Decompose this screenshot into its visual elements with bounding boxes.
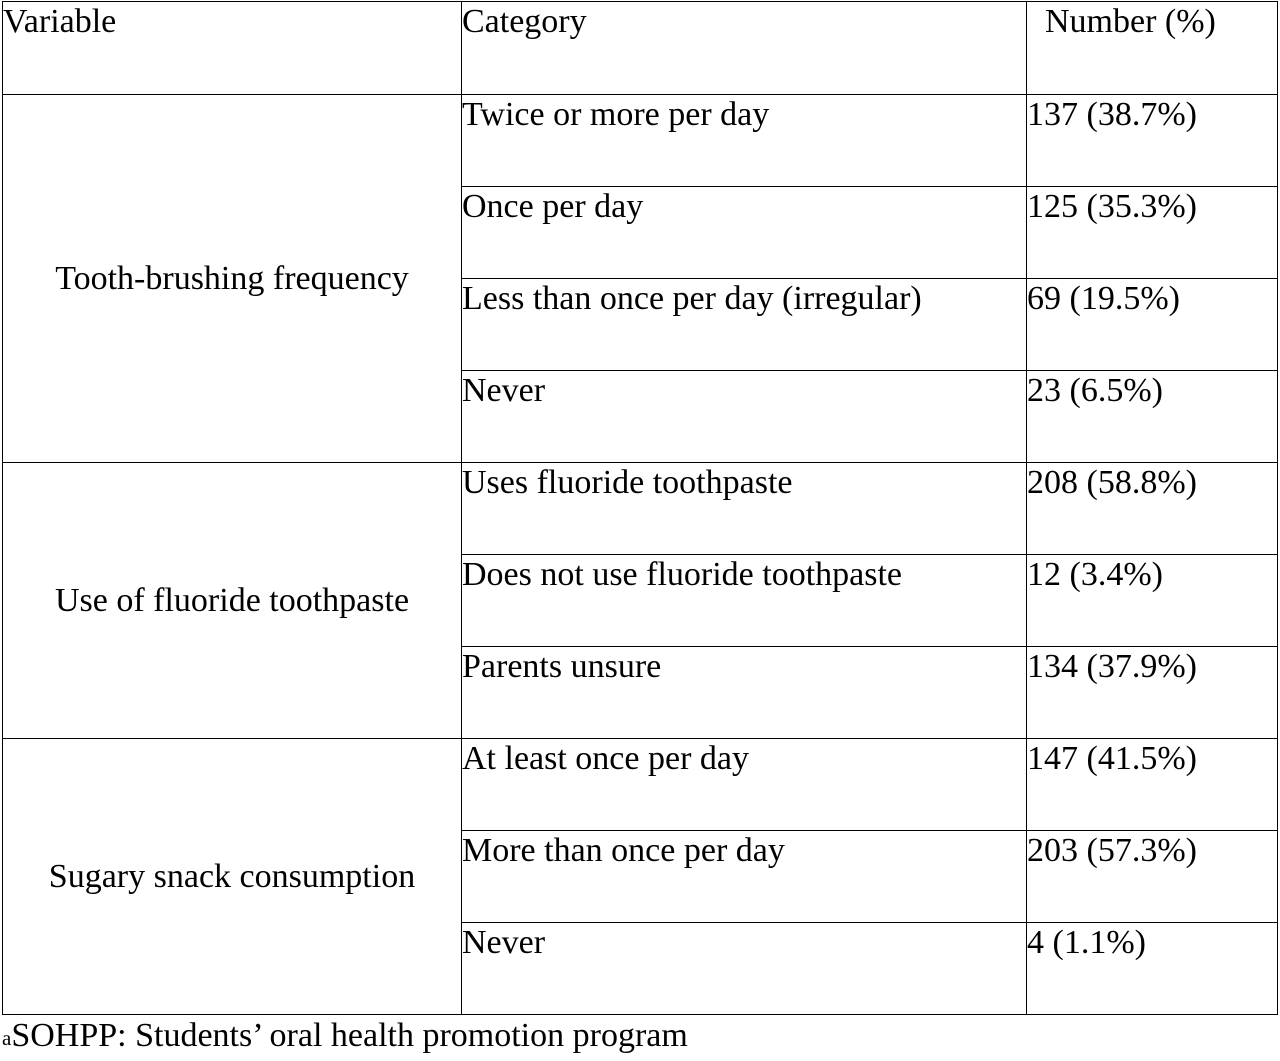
category-cell: Uses fluoride toothpaste (462, 463, 1027, 555)
footnote-text: SOHPP: Students’ oral health promotion program (11, 1017, 688, 1054)
footnote (2, 1016, 688, 1056)
category-cell: Less than once per day (irregular) (462, 279, 1027, 371)
number-cell: 208 (58.8%) (1027, 463, 1278, 555)
footnote-marker: a (2, 1026, 12, 1050)
number-cell: 147 (41.5%) (1027, 739, 1278, 831)
number-cell: 203 (57.3%) (1027, 831, 1278, 923)
category-cell: Never (462, 371, 1027, 463)
table-row (3, 739, 1278, 831)
category-cell: Parents unsure (462, 647, 1027, 739)
table-row (3, 95, 1278, 187)
header-row (3, 2, 1278, 95)
category-cell: Does not use fluoride toothpaste (462, 555, 1027, 647)
header-number: Number (%) (1027, 2, 1278, 95)
number-cell: 4 (1.1%) (1027, 923, 1278, 1015)
variable-tooth-brushing: Tooth-brushing frequency (3, 95, 462, 463)
header-category: Category (462, 2, 1027, 95)
variable-fluoride-toothpaste: Use of fluoride toothpaste (3, 463, 462, 739)
data-table (2, 1, 1278, 1015)
category-cell: Never (462, 923, 1027, 1015)
number-cell: 137 (38.7%) (1027, 95, 1278, 187)
table-row (3, 463, 1278, 555)
header-variable: Variable (3, 2, 462, 95)
number-cell: 125 (35.3%) (1027, 187, 1278, 279)
number-cell: 69 (19.5%) (1027, 279, 1278, 371)
category-cell: More than once per day (462, 831, 1027, 923)
category-cell: At least once per day (462, 739, 1027, 831)
category-cell: Twice or more per day (462, 95, 1027, 187)
number-cell: 134 (37.9%) (1027, 647, 1278, 739)
category-cell: Once per day (462, 187, 1027, 279)
variable-sugary-snack: Sugary snack consumption (3, 739, 462, 1015)
number-cell: 12 (3.4%) (1027, 555, 1278, 647)
number-cell: 23 (6.5%) (1027, 371, 1278, 463)
